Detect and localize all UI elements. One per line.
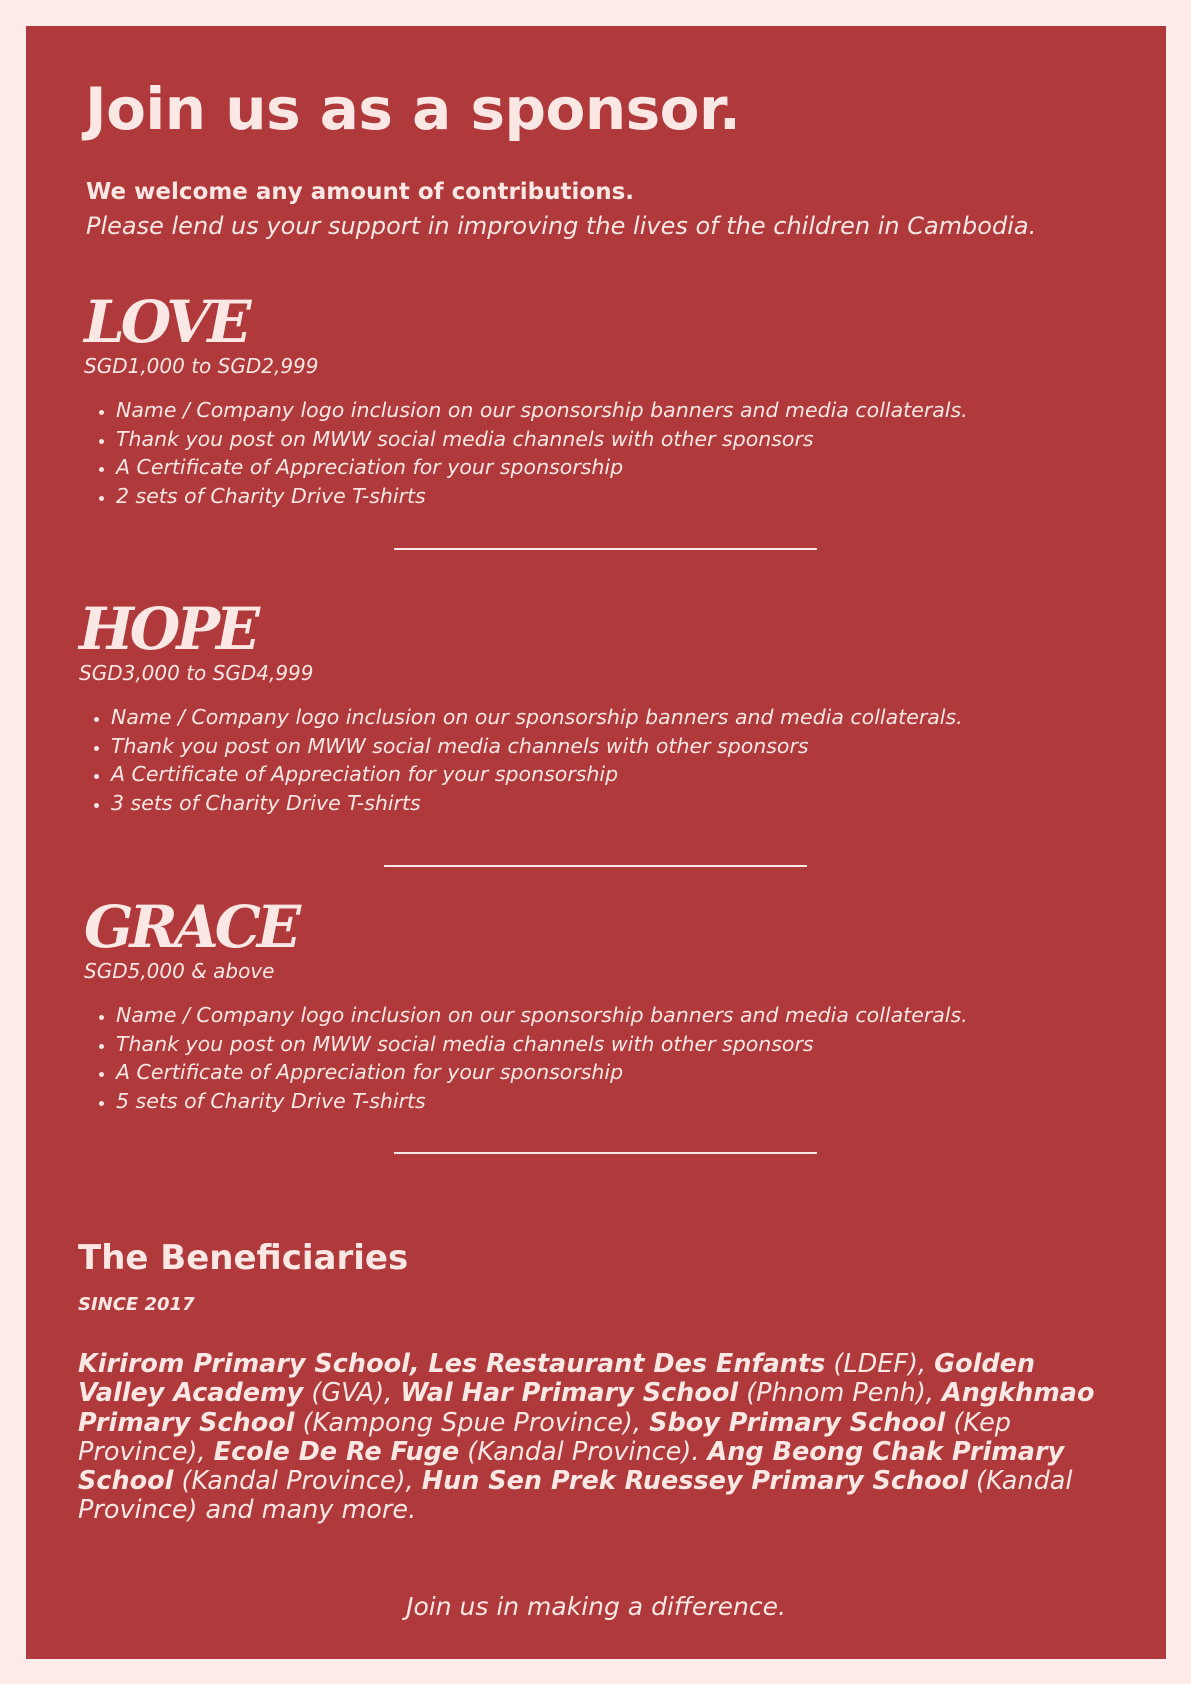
perk-item: • 2 sets of Charity Drive T-shirts xyxy=(116,482,1144,511)
beneficiary-name: Sboy Primary School xyxy=(649,1407,946,1438)
section-divider xyxy=(394,1152,817,1154)
beneficiary-name: Ang Beong Chak Primary School xyxy=(78,1436,1065,1497)
tier-love xyxy=(84,290,1144,510)
beneficiary-name: Hun Sen Prek Ruessey Primary School xyxy=(421,1466,968,1497)
tier-range: SGD1,000 to SGD2,999 xyxy=(84,354,319,378)
perk-list xyxy=(84,396,1144,510)
closing-tagline: Join us in making a difference. xyxy=(406,1592,786,1621)
tier-grace xyxy=(84,895,1144,1115)
beneficiary-note: (Kampong Spue Province), xyxy=(294,1407,650,1438)
flyer-panel xyxy=(26,26,1166,1659)
perk-item: • Name / Company logo inclusion on our sponsorship banners and media collaterals. xyxy=(116,396,1144,425)
perk-list xyxy=(79,703,1139,817)
beneficiaries-heading: The Beneficiaries xyxy=(78,1238,409,1278)
tier-name: GRACE xyxy=(84,893,298,961)
beneficiaries-list xyxy=(78,1350,1118,1526)
beneficiary-note: (GVA), xyxy=(303,1378,401,1409)
perk-item: • A Certificate of Appreciation for your sponsorship xyxy=(111,760,1139,789)
beneficiary-note: (Kandal Province), xyxy=(173,1466,422,1497)
perk-item: • Thank you post on MWW social media channels with other sponsors xyxy=(116,425,1144,454)
tier-name: HOPE xyxy=(79,595,257,663)
since-label: SINCE 2017 xyxy=(78,1294,195,1315)
section-divider xyxy=(394,548,817,550)
beneficiary-note: (LDEF), xyxy=(825,1349,935,1379)
tier-range: SGD3,000 to SGD4,999 xyxy=(79,661,314,685)
beneficiary-name: Angkhmao Primary School xyxy=(78,1378,1095,1438)
tier-hope xyxy=(79,597,1139,817)
beneficiary-note: (Kep Province), xyxy=(78,1407,1011,1467)
tier-range: SGD5,000 & above xyxy=(84,959,275,983)
tier-name: LOVE xyxy=(84,288,248,356)
beneficiary-name: Wal Har Primary School xyxy=(400,1378,739,1409)
perk-item: • A Certificate of Appreciation for your sponsorship xyxy=(116,1058,1144,1087)
beneficiary-name: Golden Valley Academy xyxy=(78,1349,1036,1409)
beneficiary-note: (Kandal Province). xyxy=(459,1436,708,1467)
support-appeal-text: Please lend us your support in improving the lives of the children in Cambodia. xyxy=(86,212,1037,240)
beneficiary-name: Ecole De Re Fuge xyxy=(213,1436,460,1467)
perk-item: • Name / Company logo inclusion on our sponsorship banners and media collaterals. xyxy=(116,1001,1144,1030)
welcome-text: We welcome any amount of contributions. xyxy=(86,179,634,205)
perk-item: • Name / Company logo inclusion on our sponsorship banners and media collaterals. xyxy=(111,703,1139,732)
perk-item: • Thank you post on MWW social media channels with other sponsors xyxy=(116,1030,1144,1059)
perk-item: • A Certificate of Appreciation for your sponsorship xyxy=(116,453,1144,482)
perk-list xyxy=(84,1001,1144,1115)
section-divider xyxy=(384,865,807,867)
perk-item: • 5 sets of Charity Drive T-shirts xyxy=(116,1087,1144,1116)
page-title: Join us as a sponsor. xyxy=(85,75,741,143)
beneficiary-note: (Phnom Penh), xyxy=(738,1378,942,1409)
perk-item: • 3 sets of Charity Drive T-shirts xyxy=(111,789,1139,818)
beneficiary-name: Kirirom Primary School, Les Restaurant Des Enfants xyxy=(78,1349,826,1379)
perk-item: • Thank you post on MWW social media channels with other sponsors xyxy=(111,732,1139,761)
beneficiary-note: (Kandal Province) and many more. xyxy=(78,1466,1073,1526)
